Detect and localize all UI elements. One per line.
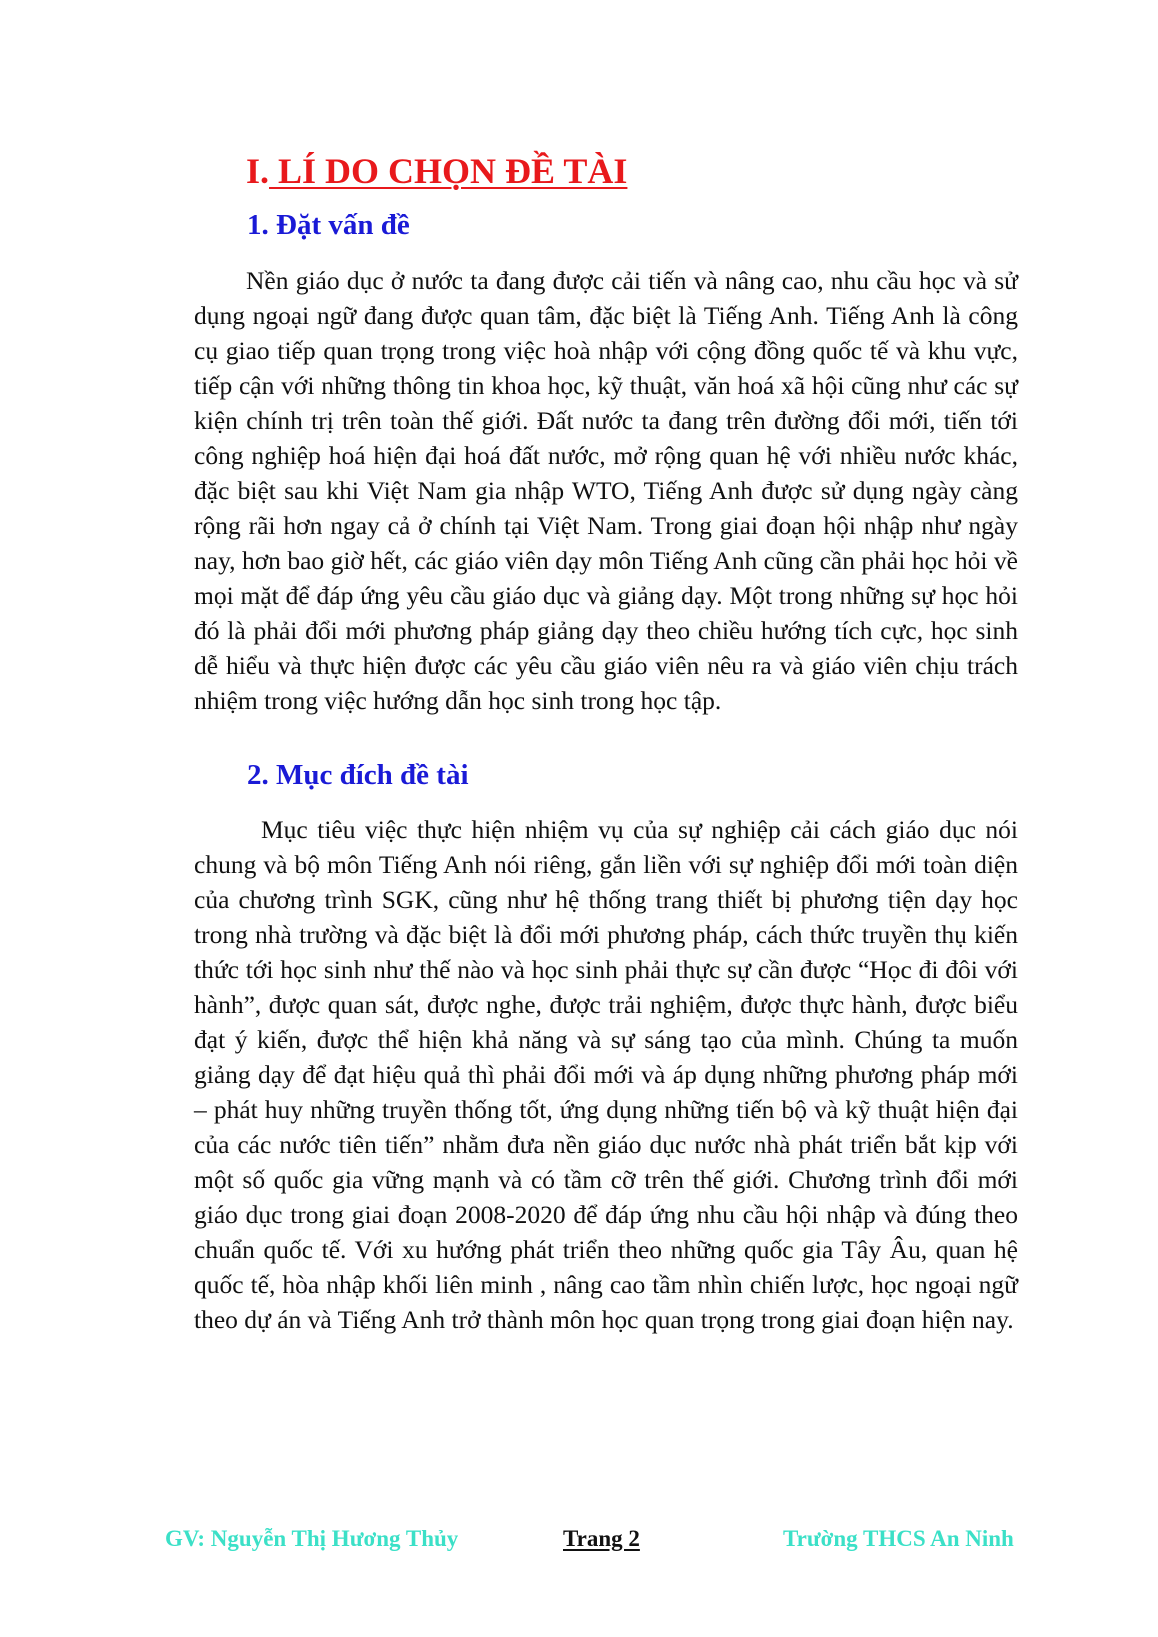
section-number: I. xyxy=(246,151,270,191)
footer-school: Trường THCS An Ninh xyxy=(783,1526,1014,1551)
subheading-dat-van-de: 1. Đặt vấn đề xyxy=(247,209,410,241)
paragraph-dat-van-de: Nền giáo dục ở nước ta đang được cải tiến và nâng cao, nhu cầu học và sử dụng ngoại ngữ đang được quan tâm, đặc biệt là Tiếng Anh. Tiếng Anh là công cụ giao tiếp quan trọng trong việc hoà nhập với cộng đồng quốc tế và khu vực, tiếp cận với những thông tin khoa học, kỹ thuật, văn hoá xã hội cũng như các sự kiện chính trị trên toàn thế giới. Đất nước ta đang trên đường đổi mới, tiến tới công nghiệp hoá hiện đại hoá đất nước, mở rộng quan hệ với nhiều nước khác, đặc biệt sau khi Việt Nam gia nhập WTO, Tiếng Anh được sử dụng ngày càng rộng rãi hơn ngay cả ở chính tại Việt Nam. Trong giai đoạn hội nhập như ngày nay, hơn bao giờ hết, các giáo viên dạy môn Tiếng Anh cũng cần phải học hỏi về mọi mặt để đáp ứng yêu cầu giáo dục và giảng dạy. Một trong những sự học hỏi đó là phải đổi mới phương pháp giảng dạy theo chiều hướng tích cực, học sinh dễ hiểu và thực hiện được các yêu cầu giáo viên nêu ra và giáo viên chịu trách nhiệm trong việc hướng dẫn học sinh trong học tập. xyxy=(194,266,1018,715)
section-title xyxy=(246,150,627,192)
footer-page-number: Trang 2 xyxy=(563,1526,640,1551)
section-title-text: LÍ DO CHỌN ĐỀ TÀI xyxy=(269,151,628,191)
paragraph-muc-dich: Mục tiêu việc thực hiện nhiệm vụ của sự nghiệp cải cách giáo dục nói chung và bộ môn Tiếng Anh nói riêng, gắn liền với sự nghiệp đổi mới toàn diện của chương trình SGK, cũng như hệ thống trang thiết bị phương tiện dạy học trong nhà trường và đặc biệt là đổi mới phương pháp, cách thức truyền thụ kiến thức tới học sinh như thế nào và học sinh phải thực sự cần được “Học đi đôi với hành”, được quan sát, được nghe, được trải nghiệm, được thực hành, được biểu đạt ý kiến, được thể hiện khả năng và sự sáng tạo của mình. Chúng ta muốn giảng dạy để đạt hiệu quả thì phải đổi mới và áp dụng những phương pháp mới – phát huy những truyền thống tốt, ứng dụng những tiến bộ và kỹ thuật hiện đại của các nước tiên tiến” nhằm đưa nền giáo dục nước nhà phát triển bắt kịp với một số quốc gia vững mạnh và có tầm cỡ trên thế giới. Chương trình đổi mới giáo dục trong giai đoạn 2008-2020 để đáp ứng nhu cầu hội nhập và đúng theo chuẩn quốc tế. Với xu hướng phát triển theo những quốc gia Tây Âu, quan hệ quốc tế, hòa nhập khối liên minh , nâng cao tầm nhìn chiến lược, học ngoại ngữ theo dự án và Tiếng Anh trở thành môn học quan trọng trong giai đoạn hiện nay. xyxy=(194,815,1018,1334)
footer-teacher: GV: Nguyễn Thị Hương Thủy xyxy=(165,1526,459,1551)
subheading-muc-dich: 2. Mục đích đề tài xyxy=(247,759,469,791)
